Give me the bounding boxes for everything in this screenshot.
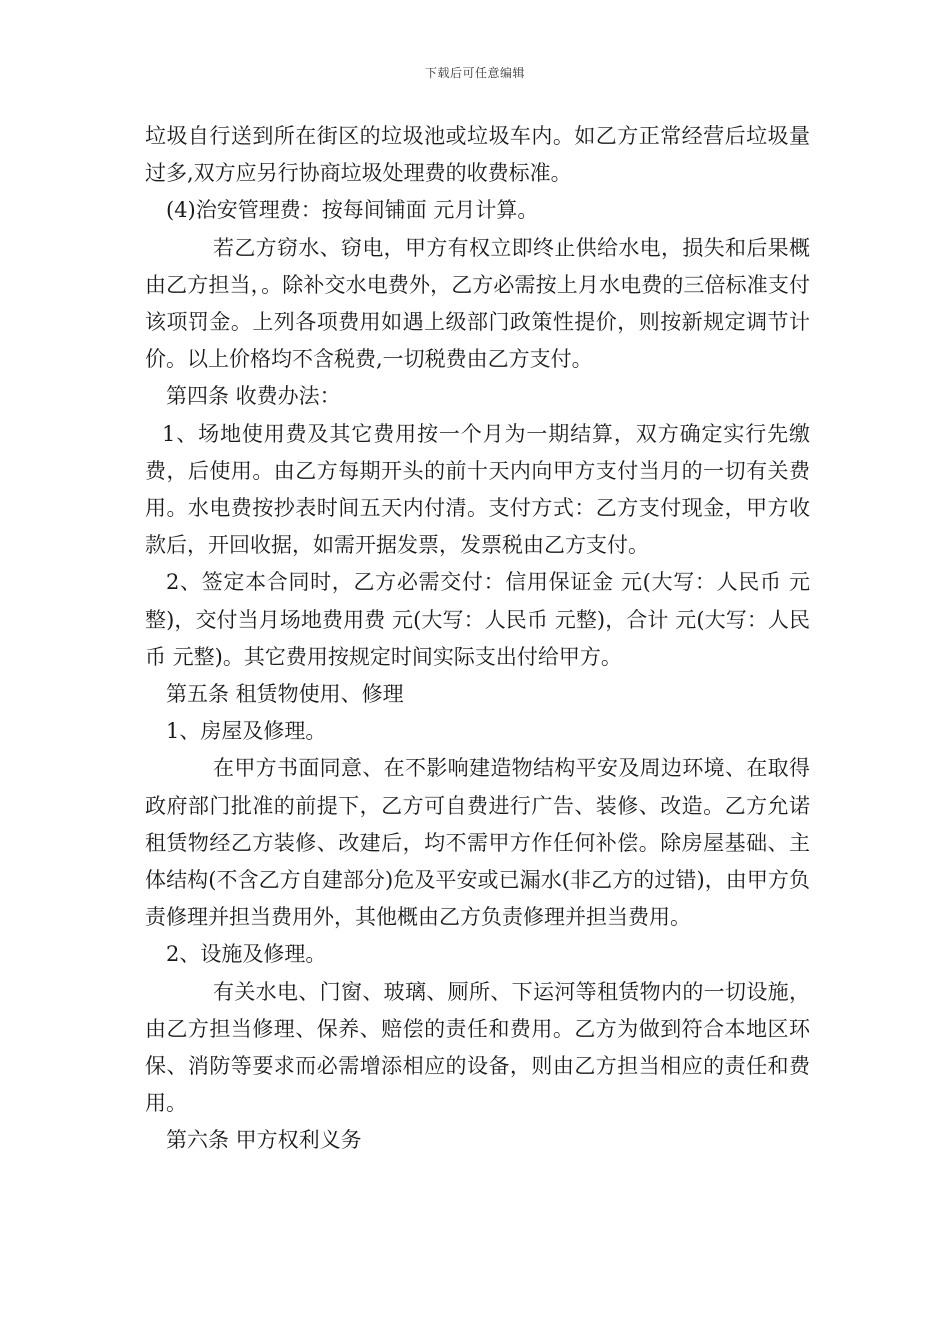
paragraph-payment-2: 2、签定本合同时，乙方必需交付：信用保证金 元(大写：人民币 元整)，交付当月场地费用费 元(大写：人民币 元整)，合计 元(大写：人民币 元整)。其它费用按规定时间实际支出付给甲方。 xyxy=(145,570,810,669)
paragraph-facility-repair: 有关水电、门窗、玻璃、厕所、下运河等租赁物内的一切设施，由乙方担当修理、保养、赔偿的责任和费用。乙方为做到符合本地区环保、消防等要求而必需增添相应的设备，则由乙方担当相应的责任和费用。 xyxy=(145,979,810,1116)
heading-article-6: 第六条 甲方权利义务 xyxy=(166,1128,362,1153)
heading-article-5: 第五条 租赁物使用、修理 xyxy=(166,682,404,707)
paragraph-penalty: 若乙方窃水、窃电，甲方有权立即终止供给水电，损失和后果概由乙方担当，。除补交水电费外，乙方必需按上月水电费的三倍标准支付该项罚金。上列各项费用如遇上级部门政策性提价，则按新规定调节计价。以上价格均不含税费,一切税费由乙方支付。 xyxy=(145,235,810,372)
page-header: 下载后可任意编辑 xyxy=(424,66,525,80)
subheading-house-repair: 1、房屋及修理。 xyxy=(166,719,327,744)
paragraph-payment-1: 1、场地使用费及其它费用按一个月为一期结算，双方确定实行先缴费，后使用。由乙方每期开头的前十天内向甲方支付当月的一切有关费用。水电费按抄表时间五天内付清。支付方式：乙方支付现金，甲方收款后，开回收据，如需开据发票，发票税由乙方支付。 xyxy=(145,421,810,558)
paragraph-security-fee: (4)治安管理费：按每间铺面 元月计算。 xyxy=(166,198,539,223)
heading-article-4: 第四条 收费办法： xyxy=(166,384,341,409)
document-body xyxy=(145,118,810,1160)
subheading-facility-repair: 2、设施及修理。 xyxy=(166,942,327,967)
paragraph-house-repair: 在甲方书面同意、在不影响建造物结构平安及周边环境、在取得政府部门批准的前提下，乙方可自费进行广告、装修、改造。乙方允诺租赁物经乙方装修、改建后，均不需甲方作任何补偿。除房屋基础、主体结构(不含乙方自建部分)危及平安或已漏水(非乙方的过错)，由甲方负责修理并担当费用外，其他概由乙方负责修理并担当费用。 xyxy=(145,756,810,930)
paragraph-garbage-cont: 垃圾自行送到所在街区的垃圾池或垃圾车内。如乙方正常经营后垃圾量过多,双方应另行协商垃圾处理费的收费标准。 xyxy=(145,124,810,186)
